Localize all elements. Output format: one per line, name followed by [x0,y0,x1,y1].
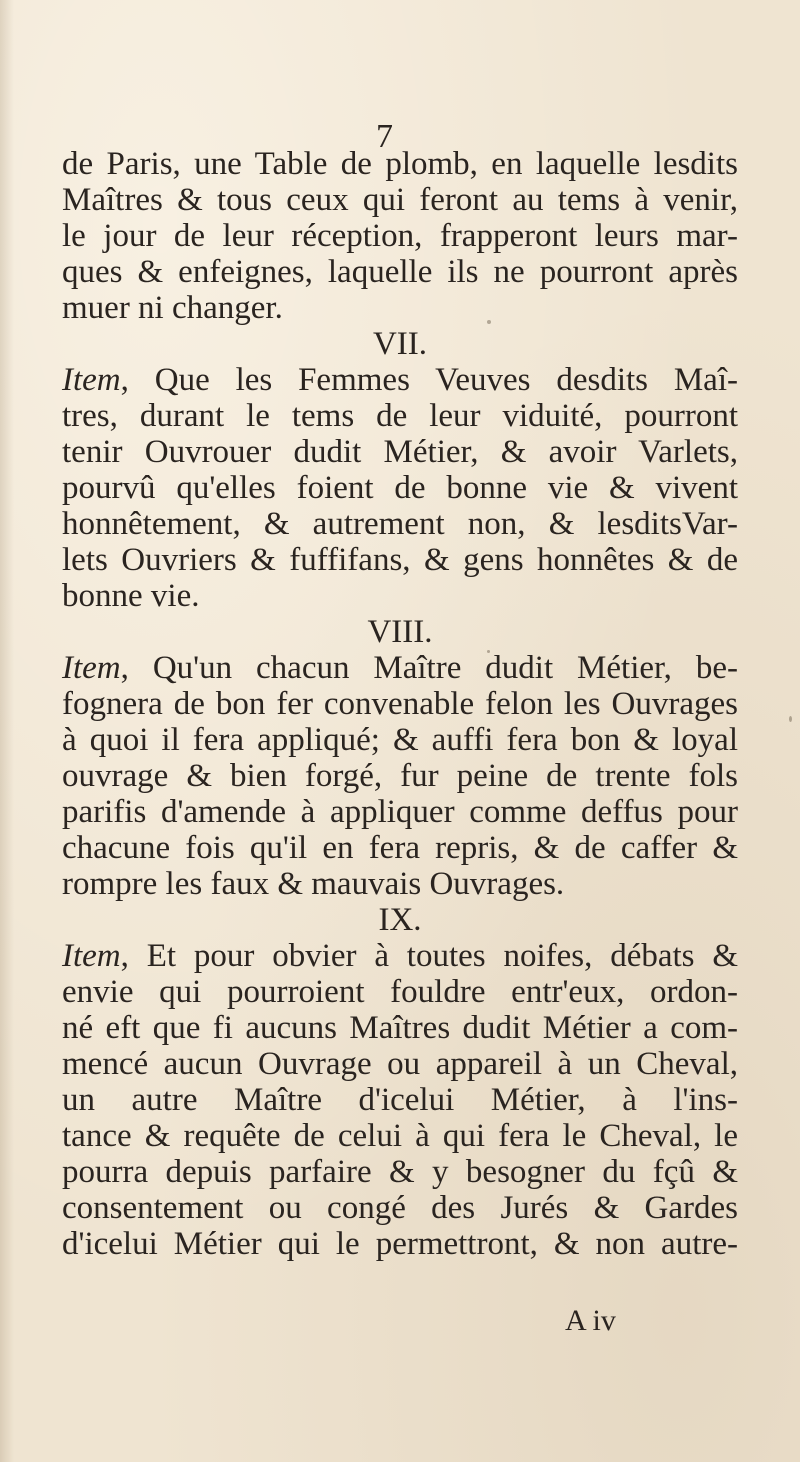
article-heading [62,902,738,938]
page-number: 7 [376,118,393,155]
line-text: consentement ou congé des Jurés & Gardes [62,1190,738,1226]
text-line [62,866,738,902]
line-text: , Qu'un chacun Maître dudit Métier, be- [120,650,738,686]
line-text: tres, durant le tems de leur viduité, pourront [62,398,738,434]
line-text: tenir Ouvrouer dudit Métier, & avoir Varlets, [62,434,738,470]
line-text: honnêtement, & autrement non, & lesditsVar- [62,506,738,542]
text-line [62,1118,738,1154]
line-text: VII. [372,326,428,362]
text-line [62,506,738,542]
text-line [62,542,738,578]
text-line [62,290,738,326]
text-line [62,1082,738,1118]
paper-speck [789,716,792,722]
line-text: de Paris, une Table de plomb, en laquelle lesdits [62,146,738,182]
page-text-block [62,146,738,1262]
text-line [62,1190,738,1226]
line-text: le jour de leur réception, frapperont leurs mar- [62,218,738,254]
line-text: un autre Maître d'icelui Métier, à l'ins- [62,1082,738,1118]
line-text: tance & requête de celui à qui fera le Cheval, le [62,1118,738,1154]
line-text: rompre les faux & mauvais Ouvrages. [62,866,565,902]
line-text: né eft que fi aucuns Maîtres dudit Métier a com- [62,1010,738,1046]
line-text: à quoi il fera appliqué; & auffi fera bon & loyal [62,722,738,758]
line-text: pourra depuis parfaire & y besogner du fçû & [62,1154,738,1190]
line-text: , Et pour obvier à toutes noifes, débats & [120,938,738,974]
line-text: , Que les Femmes Veuves desdits Maî- [120,362,738,398]
line-italic-lead: Item [62,650,121,686]
article-heading [62,326,738,362]
text-line [62,1226,738,1262]
text-line [62,470,738,506]
text-line [62,1154,738,1190]
text-line [62,434,738,470]
article-heading [62,614,738,650]
text-line [62,722,738,758]
text-line [62,650,738,686]
signature-mark: A iv [565,1304,616,1337]
text-line [62,254,738,290]
line-italic-lead: Item [62,362,121,398]
line-text: envie qui pourroient fouldre entr'eux, ordon- [62,974,738,1010]
paper-speck [487,320,491,324]
text-line [62,758,738,794]
text-line [62,578,738,614]
line-text: Maîtres & tous ceux qui feront au tems à venir, [62,182,738,218]
line-text: IX. [378,902,422,938]
line-text: mencé aucun Ouvrage ou appareil à un Cheval, [62,1046,738,1082]
line-text: d'icelui Métier qui le permettront, & non autre- [62,1226,738,1262]
text-line [62,146,738,182]
text-line [62,938,738,974]
line-text: muer ni changer. [62,290,283,326]
text-line [62,182,738,218]
line-italic-lead: Item [62,938,121,974]
page-gutter-shadow [0,0,14,1462]
line-text: VIII. [367,614,433,650]
line-text: chacune fois qu'il en fera repris, & de caffer & [62,830,738,866]
line-text: pourvû qu'elles foient de bonne vie & vivent [62,470,738,506]
text-line [62,830,738,866]
text-line [62,362,738,398]
paper-speck [487,650,490,653]
line-text: ouvrage & bien forgé, fur peine de trente fols [62,758,738,794]
text-line [62,1046,738,1082]
text-line [62,1010,738,1046]
line-text: ques & enfeignes, laquelle ils ne pourront après [62,254,738,290]
line-text: lets Ouvriers & fuffifans, & gens honnêtes & de [62,542,738,578]
text-line [62,794,738,830]
text-line [62,398,738,434]
line-text: bonne vie. [62,578,200,614]
line-text: fognera de bon fer convenable felon les Ouvrages [62,686,738,722]
text-line [62,686,738,722]
text-line [62,218,738,254]
line-text: parifis d'amende à appliquer comme deffus pour [62,794,738,830]
text-line [62,974,738,1010]
